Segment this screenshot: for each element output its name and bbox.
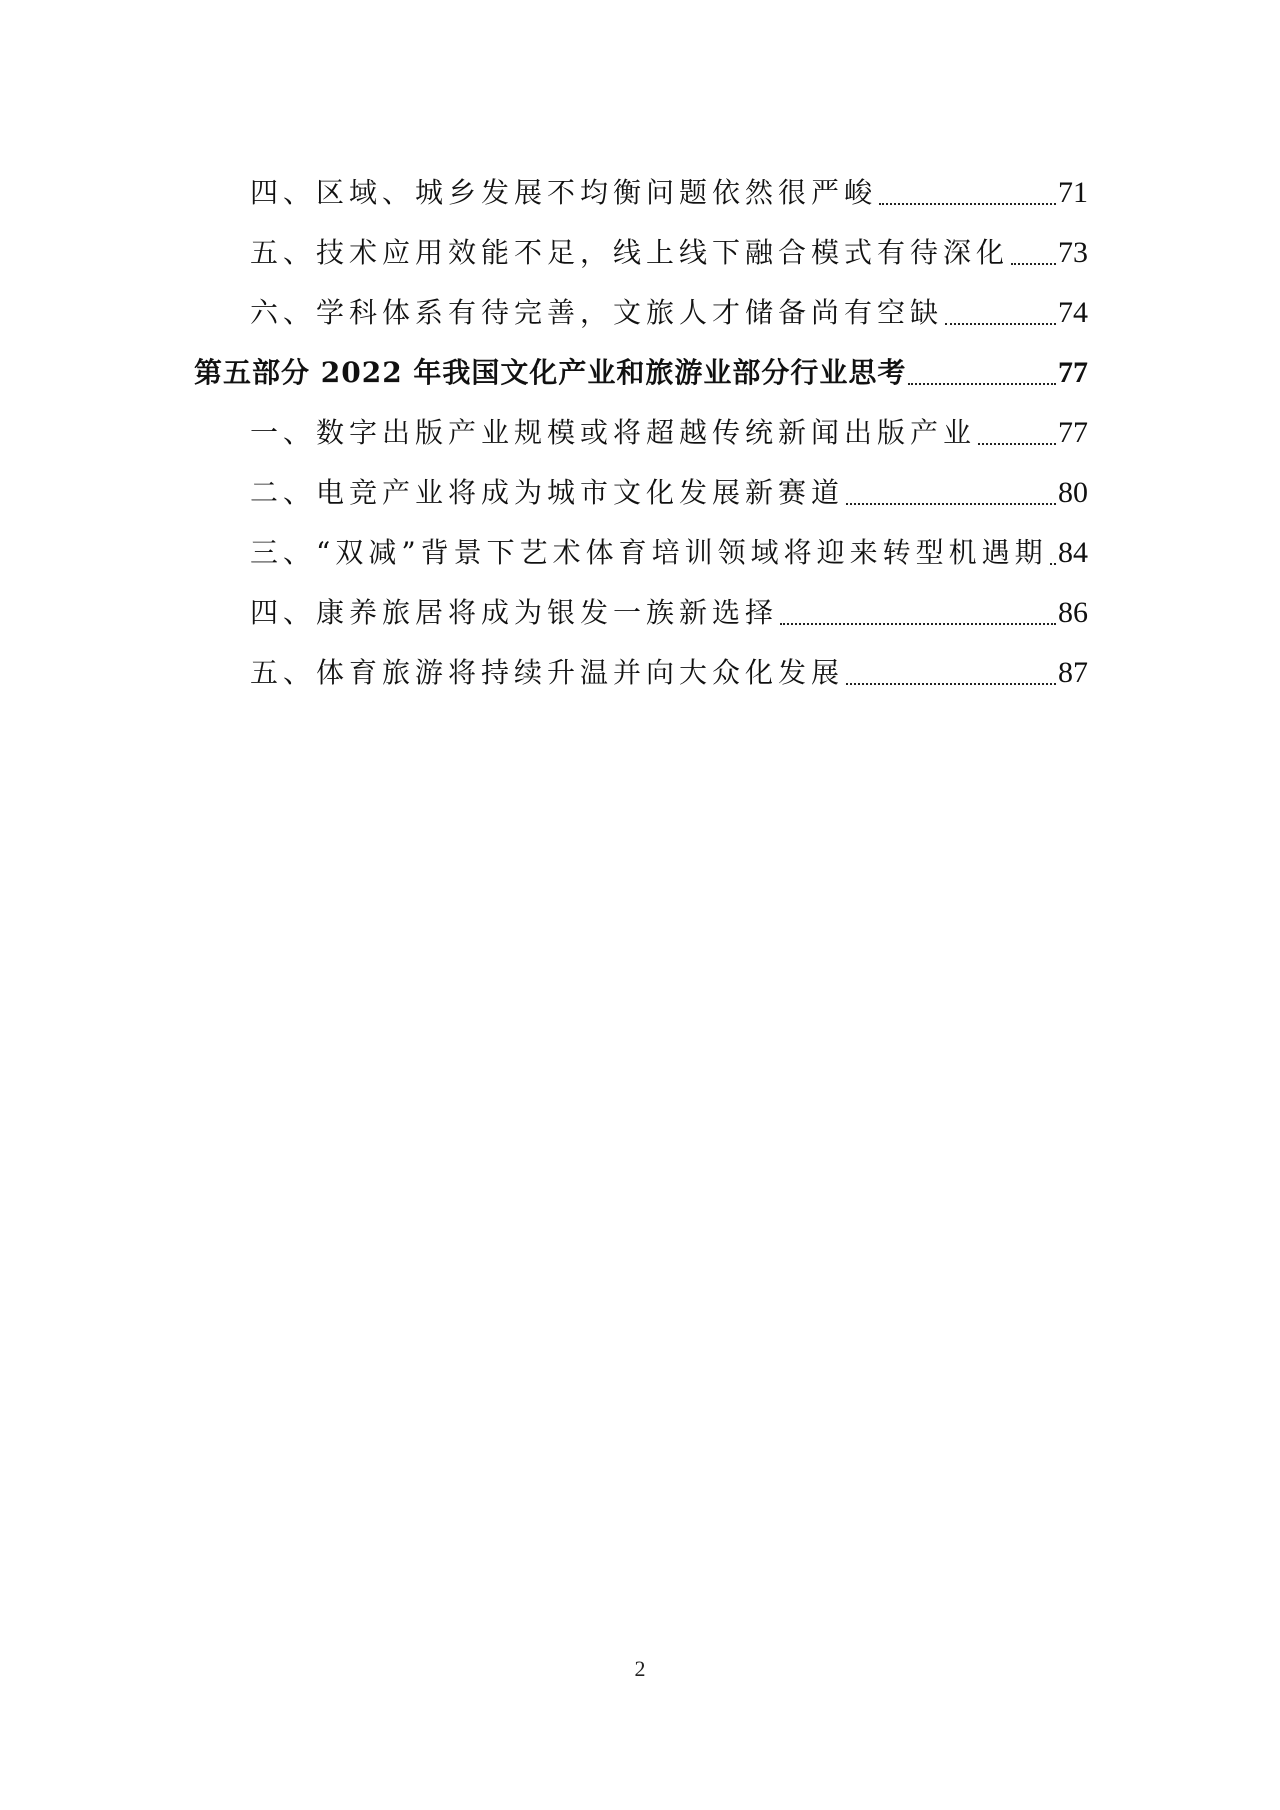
dot-leader	[1050, 562, 1056, 565]
dot-leader	[945, 322, 1056, 325]
page-number: 2	[634, 1656, 646, 1681]
toc-entry[interactable]	[250, 233, 1088, 273]
dot-leader	[1011, 262, 1056, 265]
dot-leader	[780, 622, 1056, 625]
toc-entry-title: 三、“双减”背景下艺术体育培训领域将迎来转型机遇期	[250, 536, 1048, 569]
toc-entry-page: 73	[1058, 236, 1088, 269]
toc-entry[interactable]	[250, 173, 1088, 213]
toc-entry-title: 第五部分 2022 年我国文化产业和旅游业部分行业思考	[194, 356, 907, 389]
toc-entry[interactable]	[250, 533, 1088, 573]
toc-entry[interactable]	[250, 293, 1088, 333]
toc-entry-page: 87	[1058, 656, 1088, 689]
toc-entry-title: 二、电竞产业将成为城市文化发展新赛道	[250, 476, 845, 509]
toc-entry-title: 五、体育旅游将持续升温并向大众化发展	[250, 656, 845, 689]
toc-entry[interactable]	[250, 593, 1088, 633]
toc-entry[interactable]	[250, 653, 1088, 693]
toc-entry-title: 一、数字出版产业规模或将超越传统新闻出版产业	[250, 416, 977, 449]
toc-entry-page: 77	[1058, 416, 1088, 449]
toc-entry-page: 77	[1058, 356, 1088, 389]
toc-entry-title: 四、康养旅居将成为银发一族新选择	[250, 596, 779, 629]
toc-entry-page: 71	[1058, 176, 1088, 209]
toc-entry-page: 80	[1058, 476, 1088, 509]
dot-leader	[879, 202, 1056, 205]
toc-part-heading[interactable]	[194, 353, 1088, 393]
dot-leader	[846, 502, 1056, 505]
dot-leader	[908, 382, 1056, 385]
toc-entry-page: 84	[1058, 536, 1088, 569]
toc-entry[interactable]	[250, 473, 1088, 513]
toc-entry-page: 86	[1058, 596, 1088, 629]
toc-entry-title: 四、区域、城乡发展不均衡问题依然很严峻	[250, 176, 878, 209]
toc-entry-page: 74	[1058, 296, 1088, 329]
toc-entry[interactable]	[250, 413, 1088, 453]
dot-leader	[846, 682, 1056, 685]
toc-entry-title: 五、技术应用效能不足，线上线下融合模式有待深化	[250, 236, 1010, 269]
dot-leader	[978, 442, 1056, 445]
toc-entry-title: 六、学科体系有待完善，文旅人才储备尚有空缺	[250, 296, 944, 329]
